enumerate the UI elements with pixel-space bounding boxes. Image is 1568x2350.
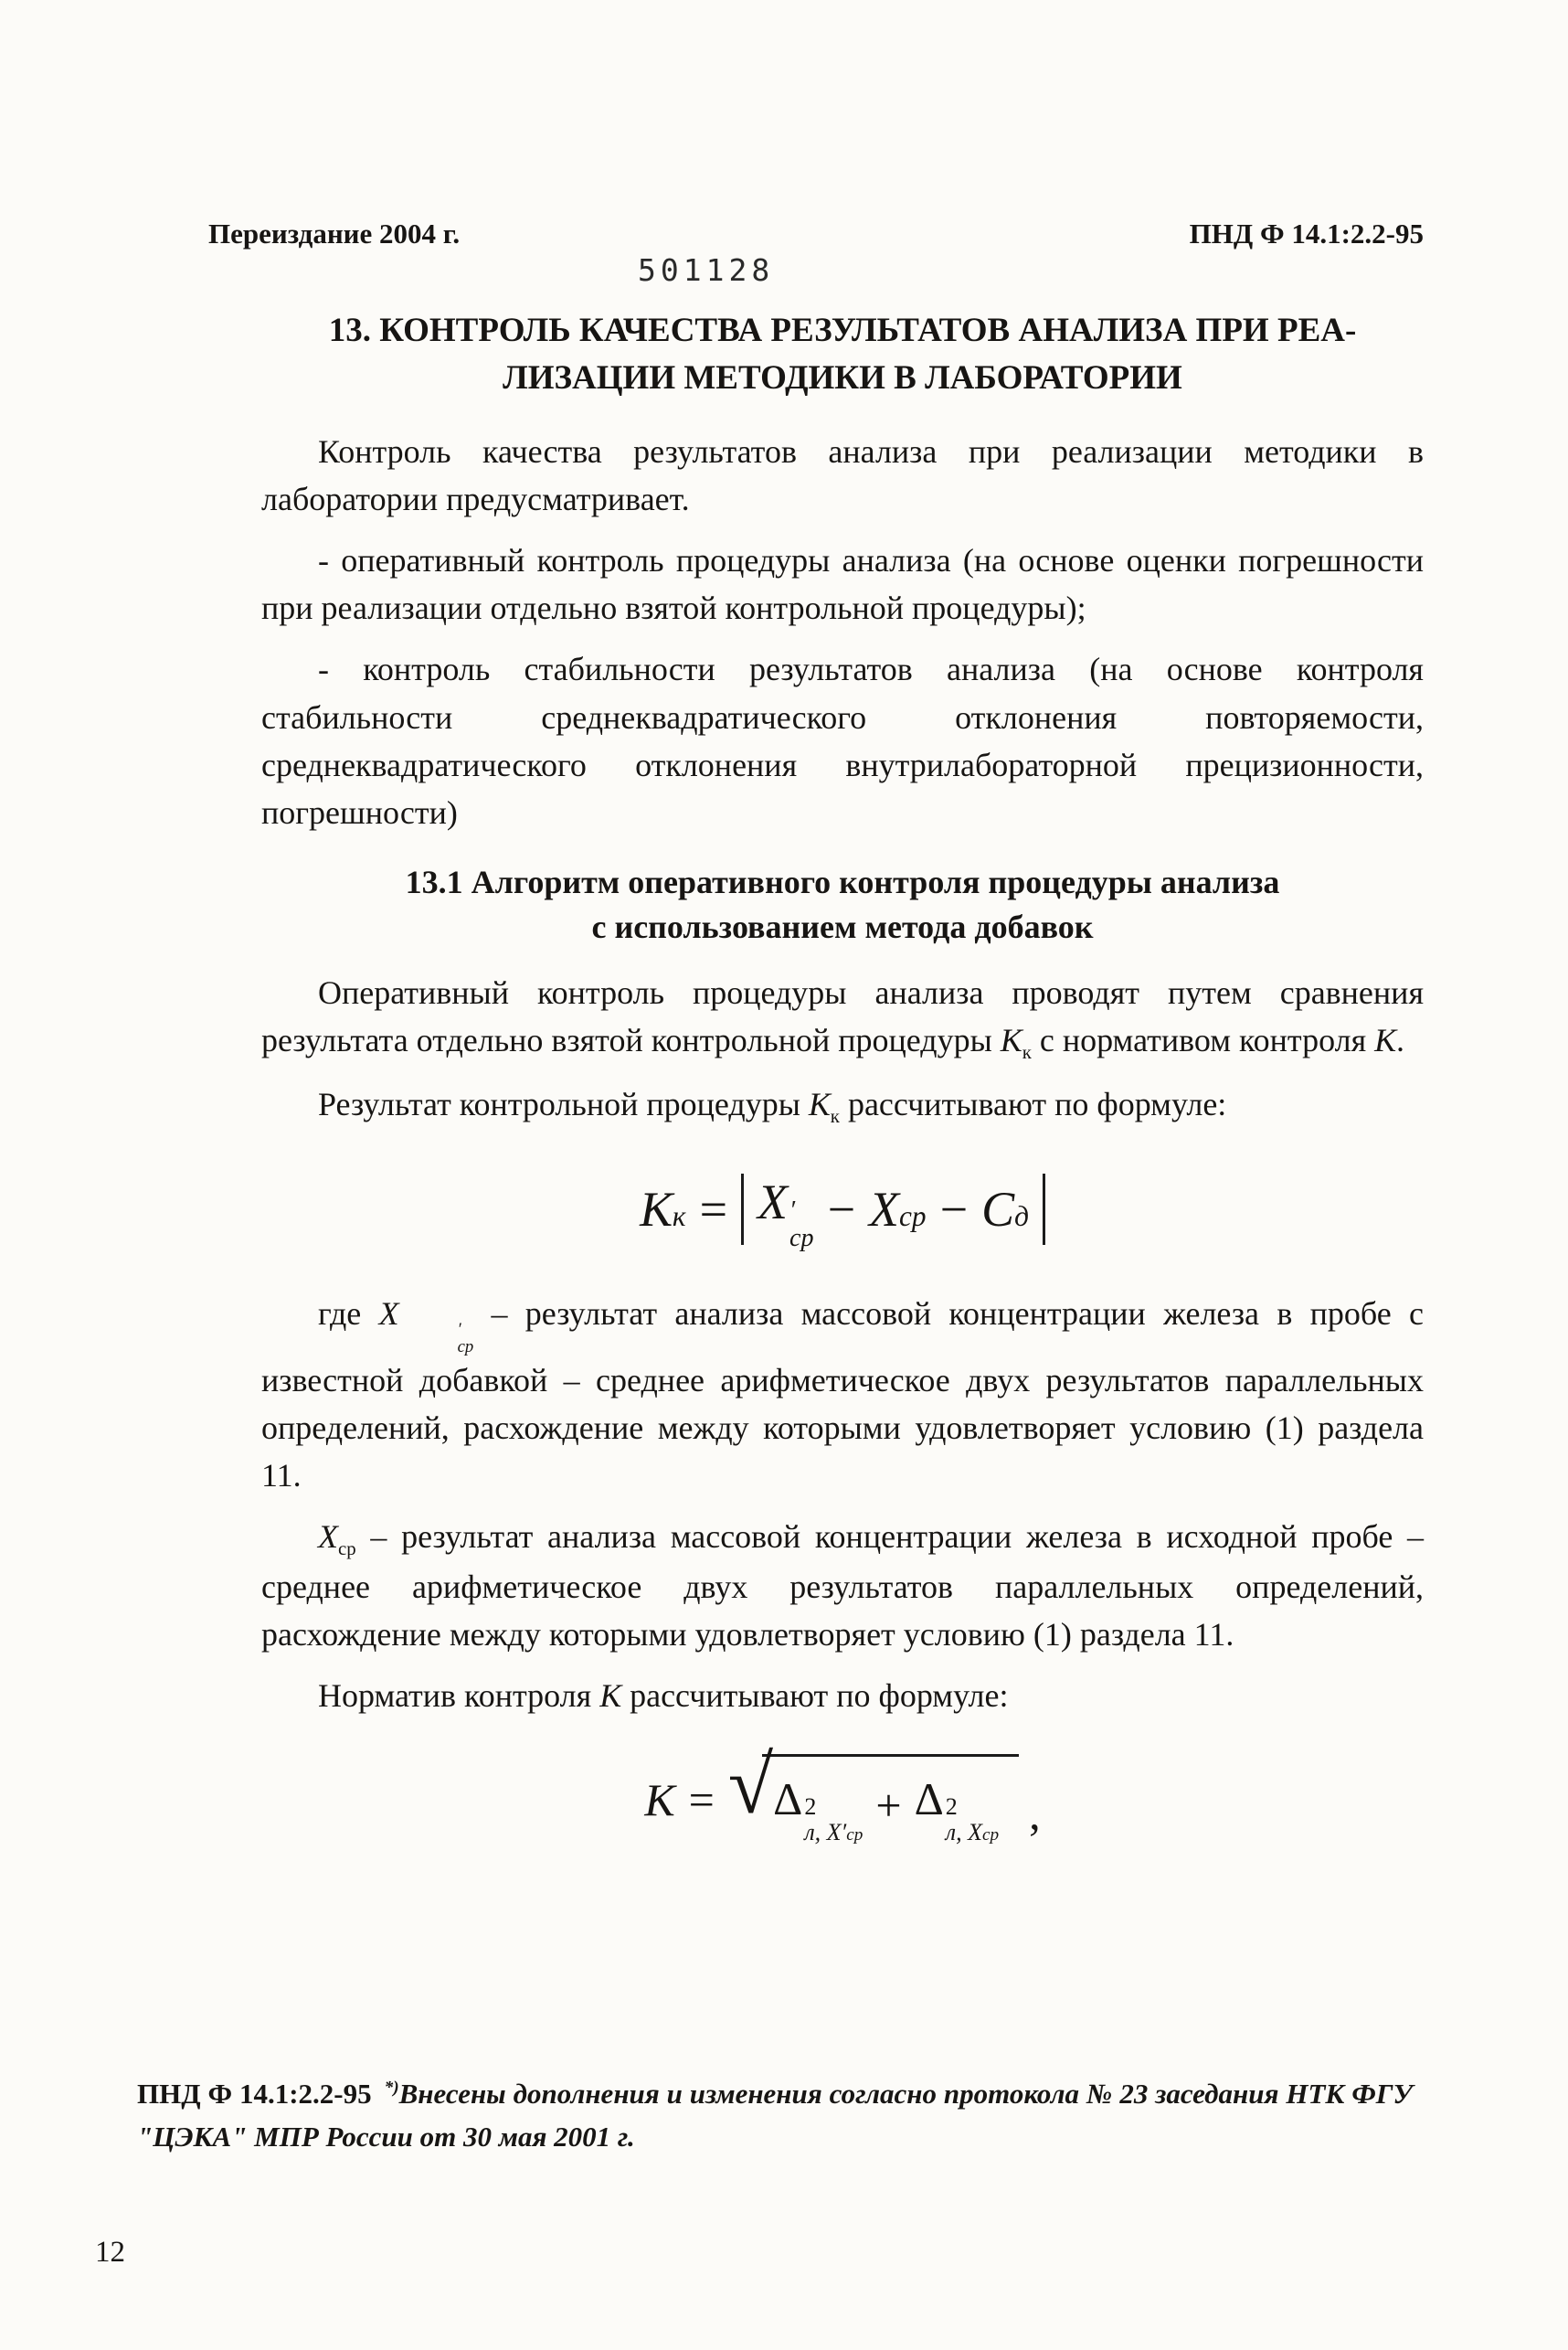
math-Kk-base: К [640,1181,673,1237]
math-Kk-sub: к [1022,1041,1032,1064]
prime-mark: ′ [457,1319,461,1339]
footnote [137,2073,1413,2158]
math-delta-scripts [946,1794,999,1845]
math-Kk-base: К [808,1085,831,1122]
radicand [762,1754,1019,1846]
stamp-number: 501128 [638,252,775,288]
abs-bar-left [741,1174,744,1245]
math-X-base: X [378,1295,399,1333]
math-X-avg [318,1518,356,1560]
paragraph-text: Норматив контроля [318,1677,600,1715]
subscript-sr: ср [846,1824,863,1845]
prime-mark: ′ [789,1196,796,1226]
abs-bar-right [1043,1174,1045,1245]
math-X-prime-avg-scripts [401,1321,474,1356]
header-doc-code: ПНД Ф 14.1:2.2-95 [1189,218,1424,250]
subscript-text: л, X [804,1818,842,1845]
math-K: К [599,1677,622,1715]
subsection-title [261,860,1424,949]
math-Kk-base: К [1000,1022,1022,1059]
subscript-lab-x [946,1820,999,1845]
page-number: 12 [95,2236,125,2269]
subscript-sr: ср [789,1223,814,1252]
math-delta-base: Δ [773,1773,803,1825]
paragraph-text: – результат анализа массовой концентрации железа в пробе с известной добавкой – среднее арифметическое двух результатов параллельных определений, расхождение между которыми удовлетворяет условию (1) раздела 11. [261,1295,1424,1494]
math-Kk-sub: к [830,1105,840,1128]
plus-sign: + [875,1780,902,1831]
section-title-line1: 13. КОНТРОЛЬ КАЧЕСТВА РЕЗУЛЬТАТОВ АНАЛИЗА ПРИ РЕА- [328,312,1357,349]
math-C-base: С [981,1181,1015,1237]
subscript-sr: ср [981,1824,1000,1845]
subscript-text: л, X [945,1818,982,1845]
subscript-lab-x-prime [804,1820,863,1845]
paragraph-operational-control-item: - оперативный контроль процедуры анализа (на основе оценки погрешности при реализации отдельно взятой контрольной процедуры); [261,541,1424,627]
paragraph-x-definition [261,1513,1424,1658]
subscript-d: д [1014,1199,1029,1232]
paragraph-text: Результат контрольной процедуры [318,1085,809,1122]
formula-control-norm [261,1740,1424,1846]
math-X-prime-avg [378,1295,474,1357]
paragraph-formula-lead-in [261,1080,1424,1130]
math-K: К [644,1773,675,1825]
math-X-base: X [318,1518,338,1556]
math-X-base: X [758,1175,789,1230]
document-body [261,294,1424,1846]
paragraph-text: . [1396,1022,1405,1059]
math-delta-lab-x-prime [773,1766,863,1845]
equals-sign: = [699,1181,728,1237]
paragraph-intro: Контроль качества результатов анализа при реализации методики в лаборатории предусматривает. [261,432,1424,517]
math-X-prime-avg-scripts [789,1197,814,1251]
prime-mark: ′ [841,1818,847,1845]
comma: , [1029,1787,1041,1839]
math-K: К [1374,1022,1397,1059]
math-Kk [640,1174,686,1245]
paragraph-x-prime-definition [261,1290,1424,1499]
math-Kk-sub: к [672,1199,686,1232]
footnote-text: Внесены дополнения и изменения согласно протокола № 23 заседания НТК ФГУ "ЦЭКА" МПР России от 30 мая 2001 г. [137,2078,1413,2153]
math-X-prime-avg [758,1166,814,1251]
superscript-2: 2 [945,1793,958,1821]
subsection-title-line2: с использованием метода добавок [591,908,1094,945]
subscript-sr: ср [338,1537,356,1560]
page-header [208,218,1424,250]
math-C-d [981,1174,1029,1245]
minus-sign: − [827,1181,856,1237]
footnote-mark: *) [384,2078,399,2098]
paragraph-text: где [318,1295,379,1333]
subscript-sr: ср [457,1337,474,1357]
paragraph-text: с нормативом контроля [1031,1022,1375,1059]
header-edition-note: Переиздание 2004 г. [208,218,461,250]
paragraph-control-comparison [261,969,1424,1067]
paragraph-norm-lead-in [261,1672,1424,1719]
paragraph-text: рассчитывают по формуле: [621,1677,1009,1715]
paragraph-text: – результат анализа массовой концентрации железа в исходной пробе – среднее арифметическое двух результатов параллельных определений, расхождение между которыми удовлетворяет условию (1) раздела 11. [261,1518,1424,1654]
paragraph-stability-control-item: - контроль стабильности результатов анализа (на основе контроля стабильности среднеквадратического отклонения повторяемости, среднеквадратического отклонения внутрилабораторной прецизионности, погрешности) [261,651,1424,831]
math-delta-scripts [804,1794,863,1845]
paragraph-text: рассчитывают по формуле: [839,1085,1227,1122]
minus-sign: − [939,1181,969,1237]
formula-control-procedure-result [261,1166,1424,1251]
equals-sign: = [688,1773,715,1825]
subscript-sr: ср [899,1199,927,1232]
math-Kk [1000,1022,1032,1064]
footnote-doc-code: ПНД Ф 14.1:2.2-95 [137,2078,372,2110]
math-delta-lab-x [915,1766,1000,1845]
math-X-avg [869,1174,927,1245]
math-Kk [808,1085,840,1128]
square-root [727,1740,1019,1846]
section-title [261,307,1424,402]
section-title-line2: ЛИЗАЦИИ МЕТОДИКИ В ЛАБОРАТОРИИ [503,358,1182,397]
radical-sign: √ [727,1740,774,1832]
superscript-2: 2 [804,1793,817,1821]
subsection-title-line1: 13.1 Алгоритм оперативного контроля процедуры анализа [405,864,1280,901]
math-X-base: X [869,1181,900,1237]
math-delta-base: Δ [914,1773,944,1825]
paragraph-text: Оперативный контроль процедуры анализа проводят путем сравнения результата отдельно взятой контрольной процедуры [261,974,1424,1059]
